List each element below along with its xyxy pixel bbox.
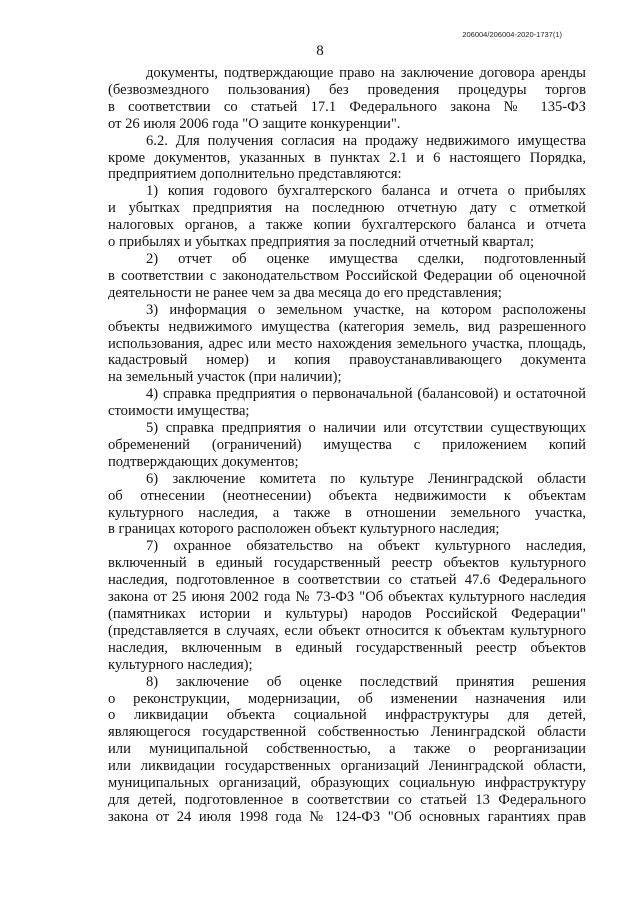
text-line: являющегося государственной собственностью Ленинградской области xyxy=(108,724,586,741)
text-line: о прибылях и убытках предприятия за последний отчетный квартал; xyxy=(108,234,535,251)
text-line: 3) информация о земельном участке, на котором расположены xyxy=(146,301,586,318)
text-line: использования, адрес или место нахождения земельного участка, площадь, xyxy=(108,335,586,352)
text-line: или муниципальной собственностью, а также о реорганизации xyxy=(108,741,586,758)
page-number: 8 xyxy=(316,43,324,59)
text-line: (памятниках истории и культуры) народов Российской Федерации" xyxy=(108,606,586,622)
text-line: обременений (ограничений) имущества с приложением копий xyxy=(108,436,586,453)
text-line: 8) заключение об оценке последствий принятия решения xyxy=(146,673,586,690)
text-line: наследия, подготовленное в соответствии со статьей 47.6 Федерального xyxy=(108,572,586,589)
text-line: предприятием дополнительно представляются: xyxy=(108,166,402,183)
text-line: включенный в единый государственный реестр объектов культурного xyxy=(108,555,586,572)
text-line: кадастровый номер) и копия правоустанавливающего документа xyxy=(108,352,586,369)
document-body xyxy=(108,65,586,826)
text-line: муниципальных организаций, образующих социальную инфраструктуру xyxy=(108,775,586,792)
text-line: в соответствии со статьей 17.1 Федерального закона № 135-ФЗ xyxy=(108,98,586,115)
text-line: культурного наследия, а также в отношении земельного участка, xyxy=(108,504,586,521)
text-line: культурного наследия); xyxy=(108,656,253,673)
document-id: 206004/206004-2020-1737(1) xyxy=(462,30,562,39)
text-line: (безвозмездного пользования) без проведения процедуры торгов xyxy=(108,81,586,98)
text-line: 7) охранное обязательство на объект культурного наследия, xyxy=(146,538,586,555)
text-line: и убытках предприятия на последнюю отчетную дату с отметкой xyxy=(108,200,586,217)
text-line: от 26 июля 2006 года "О защите конкуренции". xyxy=(108,115,401,132)
text-line: документы, подтверждающие право на заключение договора аренды xyxy=(146,65,586,81)
text-line: объекты недвижимого имущества (категория земель, вид разрешенного xyxy=(108,318,586,335)
text-line: наследия, включенным в единый государственный реестр объектов xyxy=(108,639,586,656)
text-line: об отнесении (неотнесении) объекта недвижимости к объектам xyxy=(108,487,586,504)
text-line: в границах которого расположен объект культурного наследия; xyxy=(108,521,500,538)
text-line: 2) отчет об оценке имущества сделки, подготовленный xyxy=(146,250,586,267)
text-line: 4) справка предприятия о первоначальной (балансовой) и остаточной xyxy=(146,386,586,403)
text-line: деятельности не ранее чем за два месяца до его представления; xyxy=(108,284,502,301)
text-line: для детей, подготовленное в соответствии со статьей 13 Федерального xyxy=(108,791,586,808)
text-line: налоговых органов, а также копии бухгалтерского баланса и отчета xyxy=(108,217,586,234)
text-line: (представляется в случаях, если объект относится к объектам культурного xyxy=(108,622,586,639)
text-line: закона от 24 июля 1998 года № 124-ФЗ "Об основных гарантиях прав xyxy=(108,808,586,825)
text-line: или ликвидации государственных организаций Ленинградской области, xyxy=(108,758,586,775)
text-line: 5) справка предприятия о наличии или отсутствии существующих xyxy=(146,420,586,437)
text-line: закона от 25 июня 2002 года № 73-ФЗ "Об объектах культурного наследия xyxy=(108,589,586,606)
text-line: на земельный участок (при наличии); xyxy=(108,369,342,386)
text-line: подтверждающих документов; xyxy=(108,453,299,470)
text-line: 6) заключение комитета по культуре Ленинградской области xyxy=(146,470,586,487)
text-line: о реконструкции, модернизации, об изменении назначения или xyxy=(108,690,586,707)
text-line: в соответствии с законодательством Российской Федерации об оценочной xyxy=(108,267,586,284)
text-line: кроме документов, указанных в пунктах 2.1 и 6 настоящего Порядка, xyxy=(108,149,586,166)
text-line: 6.2. Для получения согласия на продажу недвижимого имущества xyxy=(146,132,586,149)
text-line: о ликвидации объекта социальной инфраструктуры для детей, xyxy=(108,707,586,724)
text-line: стоимости имущества; xyxy=(108,403,250,420)
text-line: 1) копия годового бухгалтерского баланса и отчета о прибылях xyxy=(146,183,586,200)
